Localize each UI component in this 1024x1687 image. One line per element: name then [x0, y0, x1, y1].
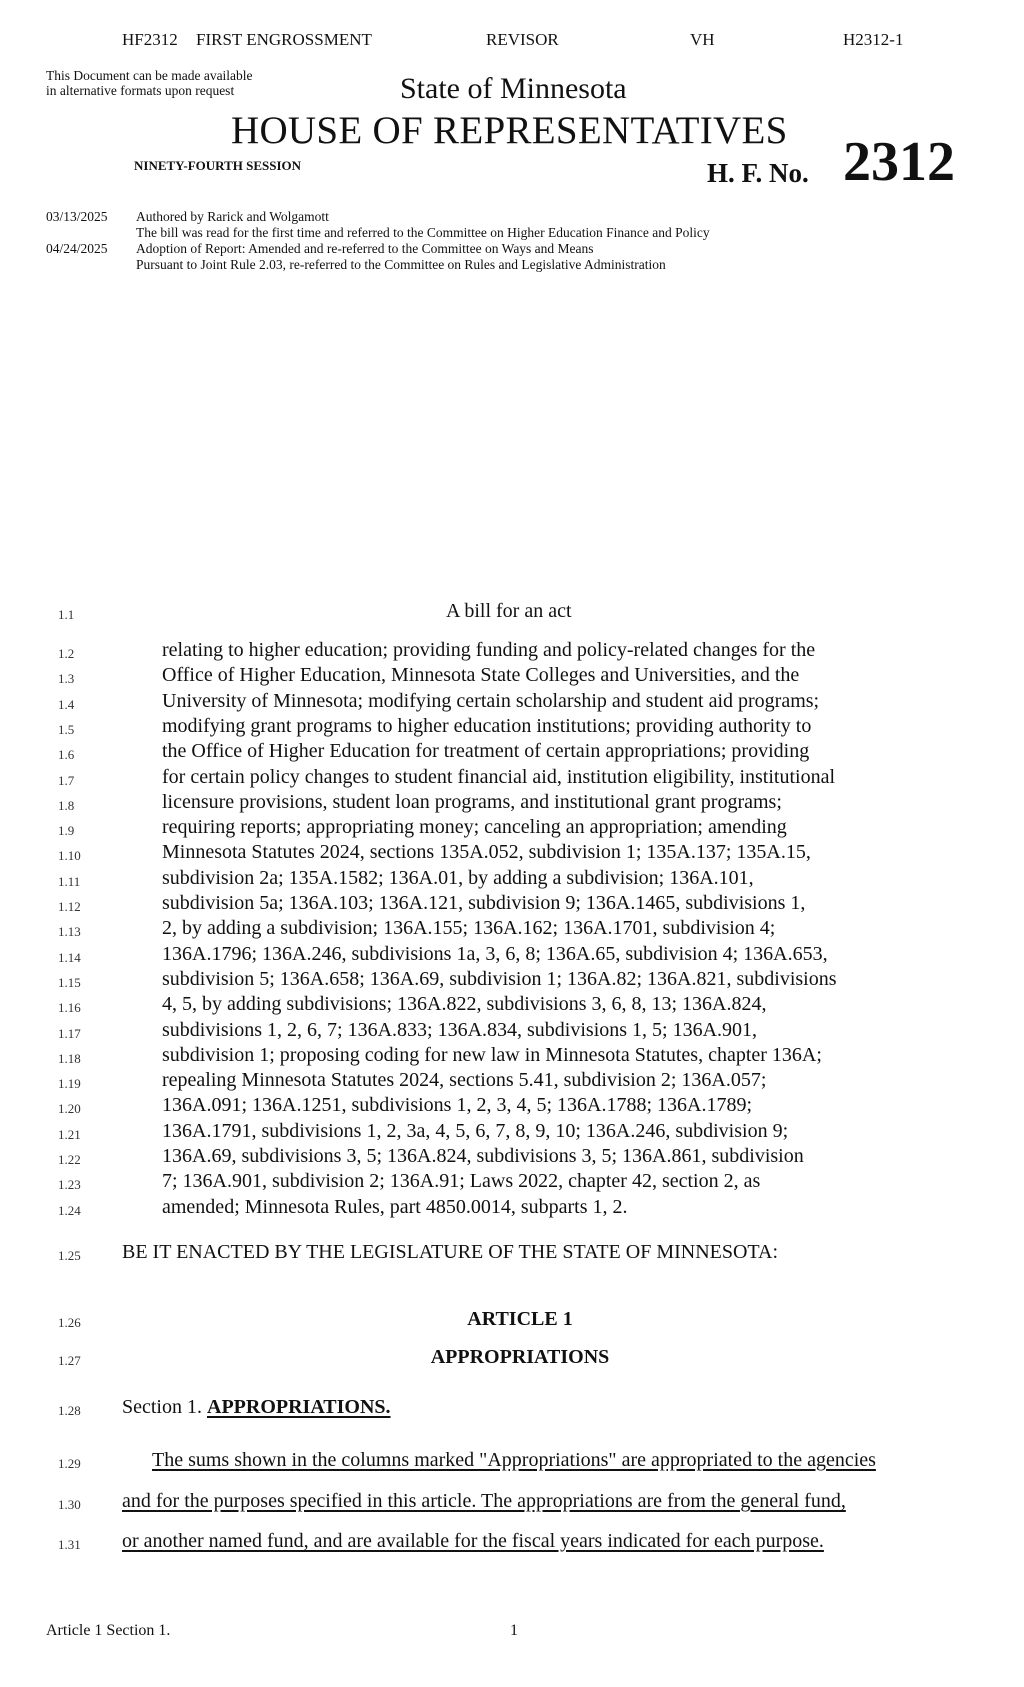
- line-number: 1.24: [58, 1203, 81, 1218]
- title-line: subdivision 5; 136A.658; 136A.69, subdivision 1; 136A.82; 136A.821, subdivisions: [162, 968, 837, 990]
- house-title: HOUSE OF REPRESENTATIVES: [231, 109, 788, 152]
- enacting-clause: BE IT ENACTED BY THE LEGISLATURE OF THE STATE OF MINNESOTA:: [122, 1241, 779, 1263]
- line-number: 1.17: [58, 1026, 81, 1041]
- line-number: 1.18: [58, 1051, 81, 1066]
- title-line: 136A.1796; 136A.246, subdivisions 1a, 3, 6, 8; 136A.65, subdivision 4; 136A.653,: [162, 943, 828, 965]
- line-number: 1.21: [58, 1127, 81, 1142]
- title-line: subdivisions 1, 2, 6, 7; 136A.833; 136A.834, subdivisions 1, 5; 136A.901,: [162, 1019, 758, 1041]
- line-number: 1.25: [58, 1248, 81, 1263]
- title-line: 2, by adding a subdivision; 136A.155; 136A.162; 136A.1701, subdivision 4;: [162, 917, 776, 939]
- state-title: State of Minnesota: [400, 72, 627, 105]
- hf-number: 2312: [843, 131, 955, 193]
- line-number: 1.4: [58, 697, 75, 712]
- title-line: for certain policy changes to student financial aid, institution eligibility, institutional: [162, 766, 836, 788]
- history-entry-2: The bill was read for the first time and referred to the Committee on Higher Education Finance and Policy: [136, 225, 710, 240]
- line-number: 1.15: [58, 975, 81, 990]
- line-number: 1.13: [58, 924, 81, 939]
- section-prefix: Section 1.: [122, 1396, 207, 1418]
- line-number: 1.5: [58, 722, 75, 737]
- title-line: Minnesota Statutes 2024, sections 135A.052, subdivision 1; 135A.137; 135A.15,: [162, 841, 811, 863]
- line-number: 1.9: [58, 823, 75, 838]
- page-number: 1: [510, 1622, 518, 1639]
- title-line: subdivision 5a; 136A.103; 136A.121, subdivision 9; 136A.1465, subdivisions 1,: [162, 892, 806, 914]
- header-doc-id: H2312-1: [843, 30, 904, 49]
- header-revisor: REVISOR: [486, 30, 559, 49]
- line-number: 1.19: [58, 1076, 81, 1091]
- bill-heading: A bill for an act: [446, 600, 572, 622]
- section-title: APPROPRIATIONS.: [207, 1396, 391, 1418]
- history-date-3: 04/24/2025: [46, 241, 108, 256]
- title-line: amended; Minnesota Rules, part 4850.0014, subparts 1, 2.: [162, 1196, 628, 1218]
- title-line: subdivision 1; proposing coding for new law in Minnesota Statutes, chapter 136A;: [162, 1044, 822, 1066]
- body-line: The sums shown in the columns marked "Appropriations" are appropriated to the agencies: [152, 1449, 876, 1471]
- title-line: University of Minnesota; modifying certain scholarship and student aid programs;: [162, 690, 820, 712]
- history-entry-1: Authored by Rarick and Wolgamott: [136, 209, 329, 224]
- title-line: 7; 136A.901, subdivision 2; 136A.91; Laws 2022, chapter 42, section 2, as: [162, 1170, 761, 1192]
- title-line: Office of Higher Education, Minnesota State Colleges and Universities, and the: [162, 664, 800, 686]
- title-line: 136A.1791, subdivisions 1, 2, 3a, 4, 5, 6, 7, 8, 9, 10; 136A.246, subdivision 9;: [162, 1120, 789, 1142]
- history-entry-4: Pursuant to Joint Rule 2.03, re-referred to the Committee on Rules and Legislative Administration: [136, 257, 666, 272]
- article-title: APPROPRIATIONS: [430, 1346, 610, 1368]
- title-line: 136A.091; 136A.1251, subdivisions 1, 2, 3, 4, 5; 136A.1788; 136A.1789;: [162, 1094, 753, 1116]
- history-date-1: 03/13/2025: [46, 209, 108, 224]
- header-initials: VH: [690, 30, 715, 49]
- title-line: 136A.69, subdivisions 3, 5; 136A.824, subdivisions 3, 5; 136A.861, subdivision: [162, 1145, 804, 1167]
- title-line: requiring reports; appropriating money; canceling an appropriation; amending: [162, 816, 787, 838]
- line-number: 1.16: [58, 1000, 81, 1015]
- line-number: 1.20: [58, 1101, 81, 1116]
- body-line: or another named fund, and are available for the fiscal years indicated for each purpose.: [122, 1530, 824, 1552]
- hf-label: H. F. No.: [707, 158, 809, 188]
- line-number: 1.1: [58, 607, 75, 622]
- title-line: repealing Minnesota Statutes 2024, sections 5.41, subdivision 2; 136A.057;: [162, 1069, 767, 1091]
- line-number: 1.30: [58, 1497, 81, 1512]
- line-number: 1.12: [58, 899, 81, 914]
- title-line: licensure provisions, student loan programs, and institutional grant programs;: [162, 791, 782, 813]
- line-number: 1.29: [58, 1456, 81, 1471]
- session-label: NINETY-FOURTH SESSION: [134, 158, 302, 173]
- line-number: 1.26: [58, 1315, 81, 1330]
- line-number: 1.11: [58, 874, 81, 889]
- history-entry-3: Adoption of Report: Amended and re-referred to the Committee on Ways and Means: [136, 241, 594, 256]
- title-line: 4, 5, by adding subdivisions; 136A.822, subdivisions 3, 6, 8, 13; 136A.824,: [162, 993, 767, 1015]
- line-number: 1.27: [58, 1353, 81, 1368]
- line-number: 1.6: [58, 747, 75, 762]
- line-number: 1.8: [58, 798, 75, 813]
- title-line: subdivision 2a; 135A.1582; 136A.01, by adding a subdivision; 136A.101,: [162, 867, 754, 889]
- line-number: 1.22: [58, 1152, 81, 1167]
- line-number: 1.3: [58, 671, 75, 686]
- title-line: modifying grant programs to higher education institutions; providing authority to: [162, 715, 812, 737]
- line-number: 1.31: [58, 1537, 81, 1552]
- availability-note-line-2: in alternative formats upon request: [46, 83, 235, 98]
- title-line: the Office of Higher Education for treatment of certain appropriations; providing: [162, 740, 810, 762]
- line-number: 1.2: [58, 646, 75, 661]
- header-bill-number: HF2312: [122, 30, 178, 49]
- article-heading: ARTICLE 1: [467, 1308, 573, 1330]
- line-number: 1.28: [58, 1403, 81, 1418]
- header-engrossment: FIRST ENGROSSMENT: [196, 30, 372, 49]
- line-number: 1.10: [58, 848, 81, 863]
- body-line: and for the purposes specified in this article. The appropriations are from the general fund,: [122, 1490, 846, 1512]
- line-number: 1.23: [58, 1177, 81, 1192]
- availability-note-line-1: This Document can be made available: [46, 68, 253, 83]
- line-number: 1.14: [58, 950, 81, 965]
- footer-label: Article 1 Section 1.: [46, 1622, 171, 1639]
- line-number: 1.7: [58, 773, 75, 788]
- title-line: relating to higher education; providing funding and policy-related changes for the: [162, 639, 816, 661]
- section-heading: [122, 1396, 391, 1419]
